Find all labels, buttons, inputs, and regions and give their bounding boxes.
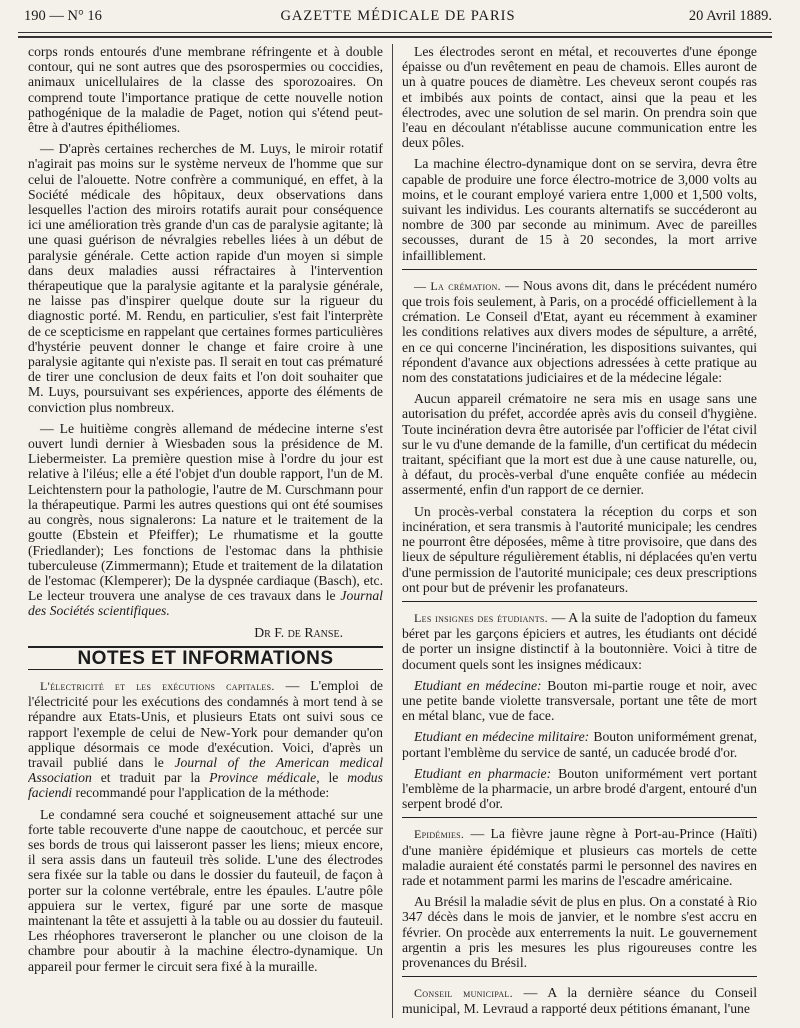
paragraph-congres xyxy=(28,421,383,619)
insigne-pharmacie xyxy=(402,766,757,812)
separator xyxy=(402,269,757,270)
paragraph-conseil xyxy=(402,985,757,1016)
right-column xyxy=(402,44,757,1024)
journal-ama: Journal of the American medical Association xyxy=(28,754,383,786)
paragraph-machine: La machine électro-dynamique dont on se servira, devra être capable de produire une force électro-motrice de 3,000 volts au moins, et le courant employé variera entre 1,000 et 1,500 volts, suivant les individus. Les courants alternatifs se succéderont au nombre de 300 par seconde au minimum. Avec de pareilles secousses, durant de 15 à 20 secondes, la mort arrive infailliblement. xyxy=(402,156,757,263)
modus-faciendi: modus faciendi xyxy=(28,770,383,801)
congres-text: — Le huitième congrès allemand de médecine interne s'est ouvert lundi dernier à Wiesbaden sous la présidence de M. Liebermeister. La première question mise à l'ordre du jour est relative à l'iléus; elle a été l'objet d'un double rapport, l'un de M. Leichtenstern pour la pathologie, l'autre de M. Curschmann pour la thérapeutique. Parmi les autres questions qui ont été soumises au congrès, nous signalerons: La nature et le traitement de la goutte (Ebstein et Pfeiffer); Le rhumatisme et la goutte (Friedlander); Les fonctions de l'estomac dans la phthisie tuberculeuse (Zimmermann); Etude et traitement de la dilatation de l'estomac (Klemperer); De la dyspnée cardiaque (Basch), etc. Le lecteur trouvera une analyse de ces travaux dans le xyxy=(28,420,383,604)
left-column xyxy=(28,44,383,1024)
insigne-militaire-text: Bouton uniformément grenat, portant l'emblème du service de santé, un caducée brodé d'or. xyxy=(402,729,757,760)
paragraph-appareil: Aucun appareil crématoire ne sera mis en usage sans une autorisation du préfet, accordée après avis du conseil d'hygiène. Toute incinération devra être autorisée par l'officier de l'état civil sur le vu d'une demande de la famille, d'un certificat du médecin traitant, spécifiant que la mort est due à une cause naturelle, ou, à défaut, du procès-verbal d'une enquête confiée au médecin assermenté, enfin d'un rapport de ce dernier. xyxy=(402,391,757,498)
author-signature: Dr F. de Ranse. xyxy=(254,624,343,640)
epidemies-text: — La fièvre jaune règne à Port-au-Prince (Haïti) d'une manière épidémique et plusieurs cas mortels de cette maladie auraient été constatés parmi le personnel des navires en rade et notamment parmi les marins de l'escadre américaine. xyxy=(402,826,757,888)
insigne-medecine-label: Etudiant en médecine: xyxy=(414,677,542,693)
section-heading-box xyxy=(28,646,383,670)
insignes-text: — A la suite de l'adoption du fameux béret par les garçons épiciers et autres, les étudiants ont décidé de porter un insigne distinctif à la boutonnière. Voici à titre de document quels sont les insignes médicaux: xyxy=(402,609,757,672)
electricite-text-b: et traduit par la xyxy=(91,770,210,786)
paragraph-condamne: Le condamné sera couché et soigneusement attaché sur une forte table recouverte d'une nappe de caoutchouc, et percée sur ses bords de trous qui laisseront passer les liens; mieux encore, il sera assis dans un fauteuil très solide. L'une des électrodes sera fixée sur la table ou dans le dossier du fauteuil, de façon à porter sur la colonne vertébrale, entre les épaules. L'autre pôle appuiera sur le vertex, figuré par une sorte de masque maintenant la tête et assujetti à la table ou au dossier du fauteuil. Les rhéophores traverseront le plancher ou une cloison de la chambre pour aboutir à la machine électro-dynamique. Un appareil pour fermer le circuit sera fixé à la muraille. xyxy=(28,806,383,974)
electricite-text-a: — L'emploi de l'électricité pour les exécutions des condamnés à mort tend à se répandre aux Etats-Unis, et plusieurs Etats ont suivi sous ce rapport l'exemple de celui de New-York pour demander qu'on applique désormais ce mode d'exécution. Voici, d'après un travail publié dans le xyxy=(28,677,383,770)
electricite-text-d: recommandé pour l'application de la méthode: xyxy=(72,785,330,801)
insigne-pharmacie-label: Etudiant en pharmacie: xyxy=(414,765,552,781)
paragraph-cremation xyxy=(402,278,757,385)
paragraph-epidemies xyxy=(402,826,757,888)
column-divider xyxy=(392,44,393,1018)
cremation-text: — Nous avons dit, dans le précédent numéro que trois fois seulement, à Paris, on a procédé officiellement à la crémation. Le Conseil d'Etat, ayant eu récemment à examiner les conditions relatives aux divers modes de sépulture, a arrêté, en ce qui concerne l'incinération, les dispositions suivantes, qui répondent d'avance aux objections adressées à cette pratique au nom des constatations judiciaires et de la médecine légale: xyxy=(402,277,757,386)
page-header xyxy=(24,4,772,26)
electricite-heading: L'électricité et les exécutions capitales. xyxy=(40,678,275,693)
header-rule-thick xyxy=(18,36,772,38)
paragraph-insignes xyxy=(402,610,757,672)
conseil-heading: Conseil municipal. xyxy=(414,986,513,1001)
insignes-heading: Les insignes des étudiants. xyxy=(414,610,548,625)
epidemies-heading: Epidémies. xyxy=(414,827,465,842)
journal-title: GAZETTE MÉDICALE DE PARIS xyxy=(280,8,516,24)
insigne-militaire xyxy=(402,729,757,759)
separator xyxy=(402,601,757,602)
conseil-text: — A la dernière séance du Conseil municipal, M. Levraud a rapporté deux pétitions émanant, l'une xyxy=(402,985,757,1017)
insigne-medecine xyxy=(402,678,757,724)
paragraph-luys: — D'après certaines recherches de M. Luys, le miroir rotatif n'agirait pas moins sur le système nerveux de l'homme que sur celui de l'alouette. Notre confrère a communiqué, en effet, à la Société médicale des hôpitaux, deux observations dans lesquelles l'action des miroirs rotatifs aurait pour conséquence ici une amélioration très grande d'un cas de paralysie agitante; là une quasi guérison de névralgies rebelles liées à un début de paralysie générale. Cette action rapide d'un moyen si simple dans deux maladies aussi réfractaires à l'intervention thérapeutique que la paralysie agitante et la paralysie générale, ne laisse pas d'inspirer quelque doute sur la rigueur du diagnostic porté. M. Rendu, en particulier, s'est fait l'interprète de ce scepticisme en rappelant que certaines formes particulières d'hystérie peuvent donner le change et faire croire à une paralysie agitante qui n'existe pas. Il serait en tout cas prématuré de tirer une conclusion de deux faits et l'on doit souhaiter que M. Luys, poursuivant ses expériences, apporte des éléments de conviction plus nombreux. xyxy=(28,141,383,415)
electricite-text-c: , le xyxy=(316,770,348,786)
paragraph-electrodes: Les électrodes seront en métal, et recouvertes d'une éponge épaisse ou d'un revêtement en peau de chamois. Elles auront de un à quatre pouces de diamètre. Les cheveux seront coupés ras et imbibés aux points de contact, ainsi que la peau et les électrodes, avec une solution de sel marin. On prendra soin que l'eau en découlant n'établisse aucune communication entre les deux pôles. xyxy=(402,44,757,151)
insigne-medecine-text: Bouton mi-partie rouge et noir, avec une petite bande violette transversale, portant une tête de mort en métal blanc, vue de face. xyxy=(402,677,757,724)
journal-societes: Journal des Sociétés scientifiques. xyxy=(28,588,383,619)
issue-date: 20 Avril 1889. xyxy=(688,8,772,24)
paragraph-proces-verbal: Un procès-verbal constatera la réception du corps et son incinération, et sera transmis à l'autorité municipale; les cendres ne pourront être déposées, même à titre provisoire, que dans des lieux de sépulture régulièrement établis, ni déplacées qu'en vertu d'une permission de l'autorité municipale; ces deux prescriptions ont pour but de prévenir les profanateurs. xyxy=(402,503,757,595)
cremation-heading: — La crémation. xyxy=(414,278,501,293)
separator xyxy=(402,817,757,818)
header-rule xyxy=(18,32,772,33)
insigne-militaire-label: Etudiant en médecine militaire: xyxy=(414,729,590,745)
paragraph-electricite xyxy=(28,678,383,801)
insigne-pharmacie-text: Bouton uniformément vert portant l'emblème de la pharmacie, un arbre brodé d'argent, entouré d'un serpent brodé d'or. xyxy=(402,765,757,812)
paragraph-paget: corps ronds entourés d'une membrane réfringente et à double contour, qui ne sont autres que des psorospermies ou coccidies, animaux unicellulaires de la classe des sporozoaires. On comprend toute l'importance pratique de cette nouvelle notion pathogénique de la maladie de Paget, notion qui s'étend peut-être à d'autres épithéliomes. xyxy=(28,44,383,136)
section-title: NOTES ET INFORMATIONS xyxy=(77,647,334,669)
paragraph-bresil: Au Brésil la maladie sévit de plus en plus. On a constaté à Rio 347 décès dans le mois de janvier, et le nombre s'est accru en février. On procède aux enterrements la nuit. Le gouvernement argentin a pris les mesures les plus rigoureuses contre les provenances du Brésil. xyxy=(402,894,757,970)
page-number: 190 — N° 16 xyxy=(24,8,102,24)
separator xyxy=(402,976,757,977)
province-medicale: Province médicale xyxy=(209,770,317,786)
